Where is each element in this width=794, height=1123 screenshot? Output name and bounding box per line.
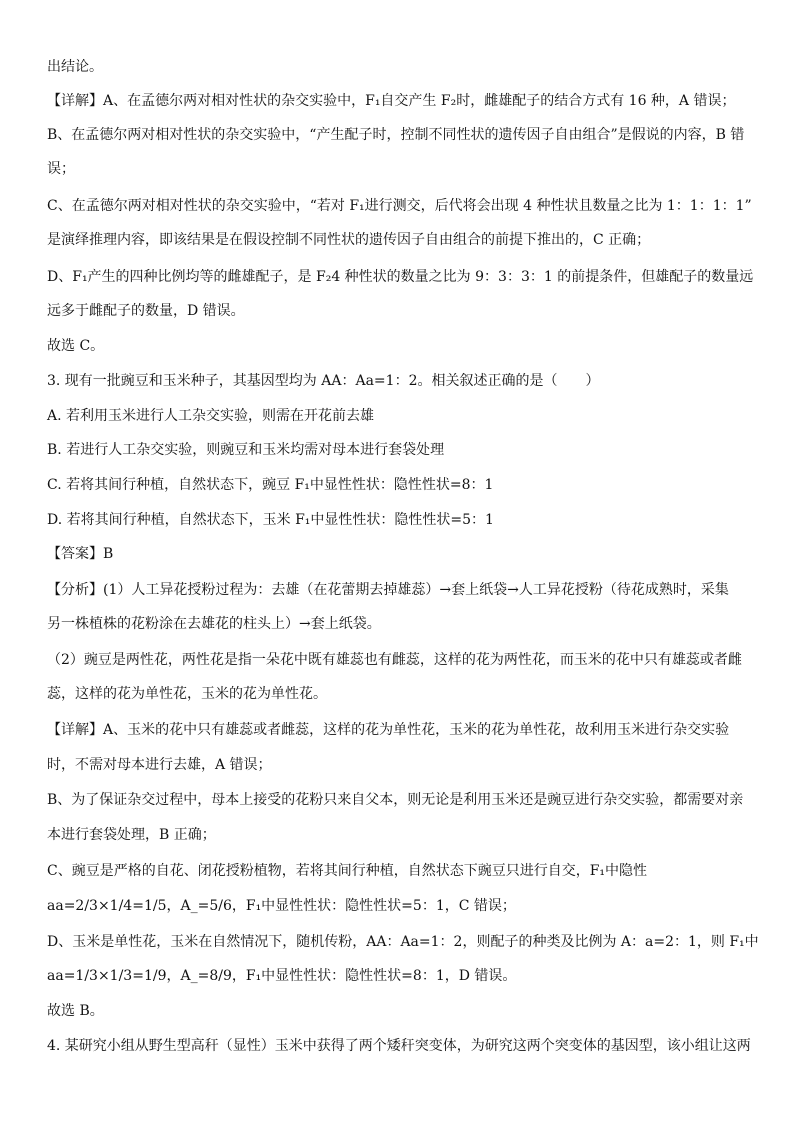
text-line: 误；: [47, 161, 75, 177]
option-d: D. 若将其间行种植，自然状态下，玉米 F₁中显性性状：隐性性状=5：1: [47, 512, 494, 528]
text-line: C、在孟德尔两对相对性状的杂交实验中，“若对 F₁进行测交，后代将会出现 4 种性状且数量之比为 1：1：1：1”: [47, 198, 752, 214]
text-line: C、豌豆是严格的自花、闭花授粉植物，若将其间行种植，自然状态下豌豆只进行自交，F₁中隐性: [47, 863, 648, 879]
text-line: 另一株植株的花粉涂在去雄花的柱头上）→套上纸袋。: [47, 616, 381, 632]
option-c: C. 若将其间行种植，自然状态下，豌豆 F₁中显性性状：隐性性状=8：1: [47, 477, 494, 493]
text-line: 【详解】A、玉米的花中只有雄蕊或者雌蕊，这样的花为单性花，玉米的花为单性花，故利用玉米进行杂交实验: [47, 722, 730, 738]
text-line: aa=1/3×1/3=1/9，A_=8/9，F₁中显性性状：隐性性状=8：1，D 错误。: [47, 968, 517, 984]
question-stem: 3. 现有一批豌豆和玉米种子，其基因型均为 AA：Aa=1：2。相关叙述正确的是（ ）: [47, 373, 600, 389]
text-line: 时，不需对母本进行去雄，A 错误；: [47, 757, 272, 773]
text-line: 出结论。: [47, 59, 103, 75]
text-line: B、在孟德尔两对相对性状的杂交实验中，“产生配子时，控制不同性状的遗传因子自由组合”是假说的内容，B 错: [47, 127, 745, 143]
question-stem: 4. 某研究小组从野生型高秆（显性）玉米中获得了两个矮秆突变体，为研究这两个突变体的基因型，该小组让这两: [47, 1038, 751, 1054]
answer-label: 【答案】B: [47, 546, 114, 562]
text-line: 【分析】(1）人工异花授粉过程为：去雄（在花蕾期去掉雄蕊）→套上纸袋→人工异花授粉（待花成熟时，采集: [47, 582, 729, 598]
text-line: （2）豌豆是两性花，两性花是指一朵花中既有雄蕊也有雌蕊，这样的花为两性花，而玉米的花中只有雄蕊或者雌: [47, 652, 742, 668]
text-line: 远多于雌配子的数量，D 错误。: [47, 303, 245, 319]
text-line: B、为了保证杂交过程中，母本上接受的花粉只来自父本，则无论是利用玉米还是豌豆进行杂交实验，都需要对亲: [47, 792, 744, 808]
text-line: D、玉米是单性花，玉米在自然情况下，随机传粉，AA：Aa=1：2，则配子的种类及比例为 A：a=2：1，则 F₁中: [47, 934, 759, 950]
text-line: D、F₁产生的四种比例均等的雌雄配子，是 F₂4 种性状的数量之比为 9：3：3：1 的前提条件，但雄配子的数量远: [47, 269, 754, 285]
text-line: aa=2/3×1/4=1/5，A_=5/6，F₁中显性性状：隐性性状=5：1，C 错误；: [47, 898, 516, 914]
text-line: 本进行套袋处理，B 正确；: [47, 827, 216, 843]
option-b: B. 若进行人工杂交实验，则豌豆和玉米均需对母本进行套袋处理: [47, 442, 445, 458]
text-line: 故选 B。: [47, 1003, 104, 1019]
option-a: A. 若利用玉米进行人工杂交实验，则需在开花前去雄: [47, 408, 375, 424]
text-line: 蕊，这样的花为单性花，玉米的花为单性花。: [47, 686, 327, 702]
text-line: 故选 C。: [47, 338, 105, 354]
text-line: 是演绎推理内容，即该结果是在假设控制不同性状的遗传因子自由组合的前提下推出的，C 正确；: [47, 232, 651, 248]
text-line: 【详解】A、在孟德尔两对相对性状的杂交实验中，F₁自交产生 F₂时，雌雄配子的结合方式有 16 种，A 错误；: [47, 93, 736, 109]
